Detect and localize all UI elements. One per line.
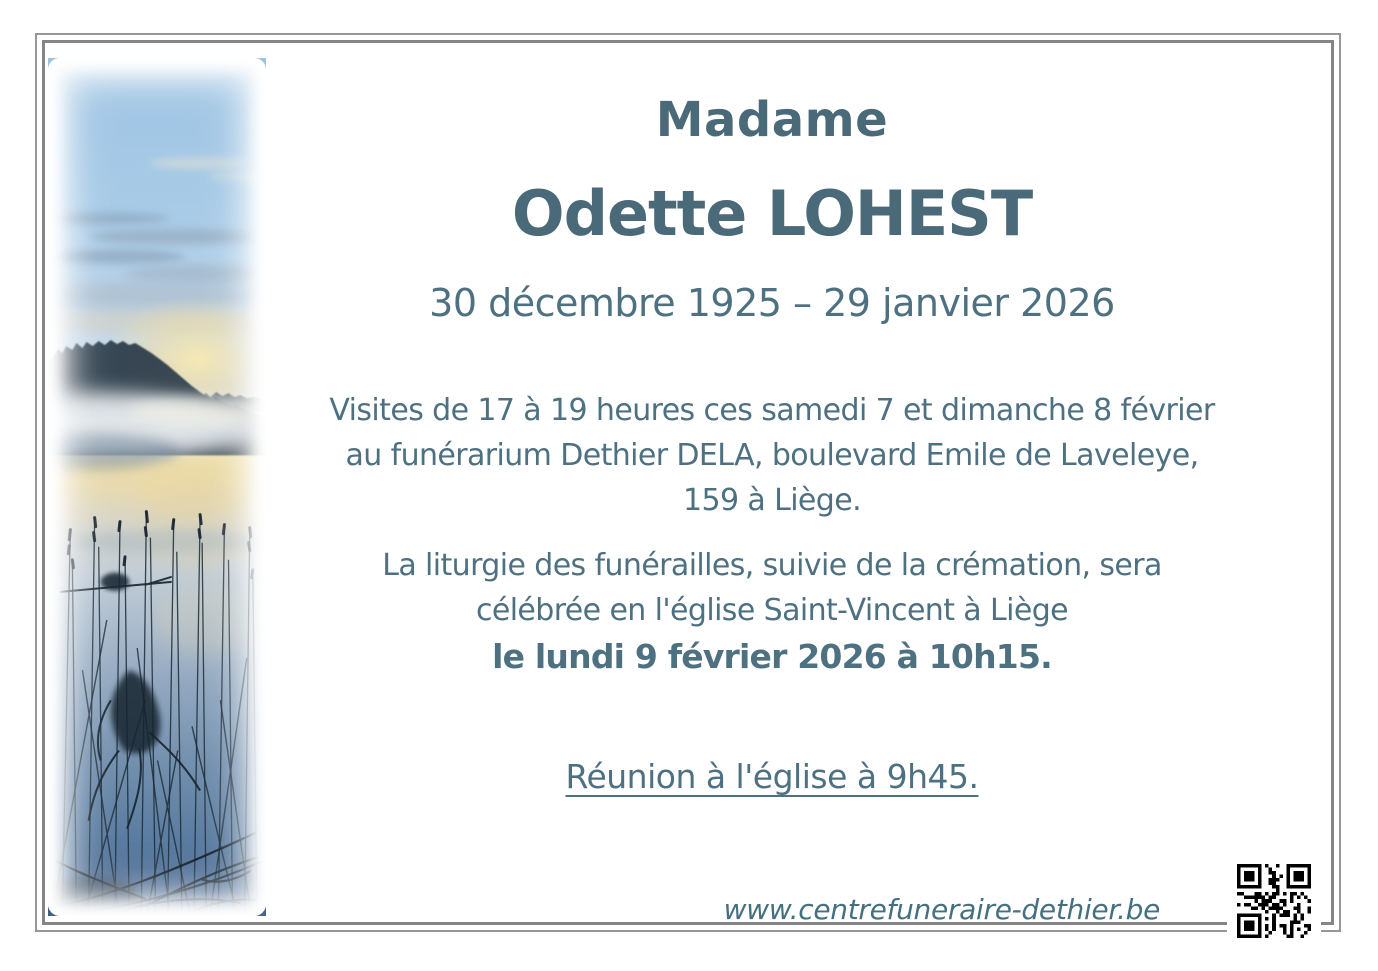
honorific-title: Madame: [655, 92, 889, 148]
liturgy-paragraph: [262, 543, 1282, 681]
life-dates: 30 décembre 1925 – 29 janvier 2026: [429, 281, 1115, 325]
visits-paragraph: [262, 388, 1282, 523]
visits-line-1: Visites de 17 à 19 heures ces samedi 7 et dimanche 8 février: [329, 393, 1215, 428]
sunset-lake-photo: [48, 58, 266, 916]
visits-line-2: au funérarium Dethier DELA, boulevard Emile de Laveleye,: [345, 438, 1199, 473]
visits-line-3: 159 à Liège.: [682, 483, 862, 518]
ceremony-datetime: le lundi 9 février 2026 à 10h15.: [492, 637, 1052, 676]
deceased-name: Odette LOHEST: [511, 177, 1033, 250]
qr-code-icon: [1227, 854, 1321, 948]
liturgy-line-1: La liturgie des funérailles, suivie de la crémation, sera: [382, 548, 1162, 583]
funeral-home-website: www.centrefuneraire-dethier.be: [723, 893, 1160, 926]
liturgy-line-2: célébrée en l'église Saint-Vincent à Liège: [475, 593, 1069, 628]
reunion-note: Réunion à l'église à 9h45.: [565, 757, 979, 796]
